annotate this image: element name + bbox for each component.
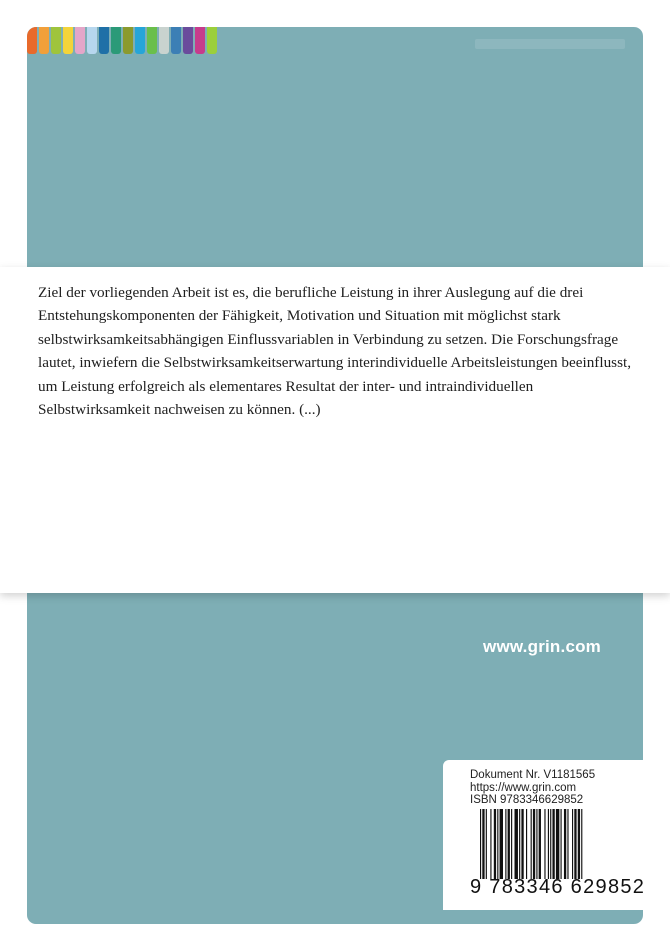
abstract-panel [0, 267, 670, 593]
color-tab [183, 27, 193, 54]
barcode-bar [578, 809, 580, 879]
barcode-bar [494, 809, 496, 879]
barcode-digits: 9 783346 629852 [470, 876, 646, 898]
barcode-bar [552, 809, 554, 879]
barcode-bar [482, 809, 484, 879]
color-tab [195, 27, 205, 54]
color-tab [171, 27, 181, 54]
barcode-bar [572, 809, 573, 879]
document-number: Dokument Nr. V1181565 [470, 769, 596, 781]
color-tab [27, 27, 37, 54]
color-tab [147, 27, 157, 54]
barcode-bar [505, 809, 506, 879]
color-tab [51, 27, 61, 54]
barcode-bar [497, 809, 498, 879]
color-tab [159, 27, 169, 54]
meta-url[interactable]: https://www.grin.com [470, 781, 577, 794]
color-tab [87, 27, 97, 54]
publisher-website[interactable]: www.grin.com [483, 637, 601, 656]
barcode-bar [567, 809, 568, 879]
barcode-bar [508, 809, 510, 879]
barcode-bar [561, 809, 562, 879]
faint-cover-title [475, 39, 625, 49]
barcode-bar [521, 809, 523, 879]
color-tab [75, 27, 85, 54]
barcode-bar [526, 809, 527, 879]
color-tab [111, 27, 121, 54]
barcode-bar [544, 809, 545, 879]
barcode-bar [574, 809, 576, 879]
barcode-bar [519, 809, 520, 879]
abstract-text: Ziel der vorliegenden Arbeit ist es, die berufliche Leistung in ihrer Auslegung auf die drei Entstehungskomponenten der Fähigkeit, Motivation und Situation mit möglichst stark selbstwirksamkeitsabhängigen Einflussvariablen in Verbindung zu setzen. Die Forschungsfrage lautet, inwiefern die Selbstwirksamkeitserwartung interindividuelle Arbeitsleistungen beeinflusst, um Leistung erfolgreich als elementares Resultat der inter- und intraindividuellen Selbstwirksamkeit nachweisen zu können. (...) [38, 284, 632, 419]
barcode-bar [581, 809, 582, 879]
color-tab [99, 27, 109, 54]
barcode-bar [539, 809, 541, 879]
color-tab [63, 27, 73, 54]
isbn-label: ISBN 9783346629852 [470, 794, 584, 806]
barcode-bar [531, 809, 532, 879]
barcode-bar [500, 809, 503, 879]
barcode-bar [511, 809, 512, 879]
barcode-bar [550, 809, 551, 879]
color-tab [207, 27, 217, 54]
color-tab [123, 27, 133, 54]
barcode-bar [548, 809, 549, 879]
isbn-barcode [480, 809, 630, 879]
barcode-bar [556, 809, 559, 879]
barcode-bar [564, 809, 566, 879]
barcode-bar [490, 809, 491, 879]
color-tab [39, 27, 49, 54]
barcode-bar [480, 809, 481, 879]
barcode-box [443, 760, 646, 910]
barcode-bar [515, 809, 518, 879]
color-tab [135, 27, 145, 54]
color-tab-strip [27, 27, 219, 54]
barcode-bar [536, 809, 537, 879]
barcode-bar [533, 809, 535, 879]
publication-meta [470, 769, 595, 807]
barcode-bar [486, 809, 487, 879]
